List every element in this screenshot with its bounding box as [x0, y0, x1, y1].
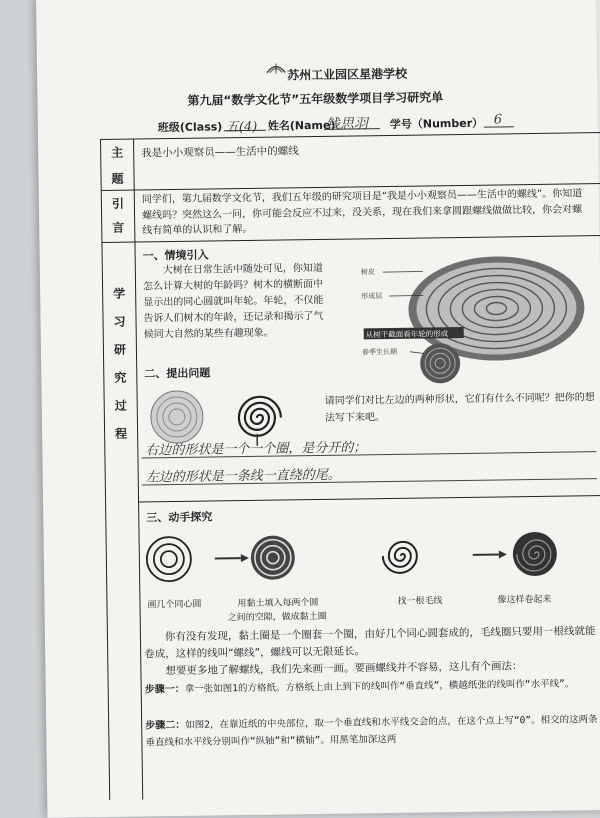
worksheet-page: [36, 0, 600, 818]
tree-banner-text: 从树干截面看年轮的形成: [366, 328, 449, 339]
caption-roll: 像这样卷起来: [497, 592, 551, 606]
section-3-title: 三、动手探究: [146, 508, 212, 525]
worksheet-table: [100, 132, 600, 800]
caption-yarn: 找一根毛线: [397, 593, 442, 607]
number-value: 6: [494, 112, 502, 127]
class-label: 班级(Class): [158, 118, 223, 135]
intro-label: 引 言: [106, 192, 131, 240]
paragraph-2: 想要更多地了解螺线，我们先来画一画。要画螺线并不容易，这儿有个画法：: [144, 657, 600, 680]
step-2: 步骤二：如图2，在靠近纸的中央部位，取一个垂直线和水平线交会的点，在这个点上写“0”。相交的这两条垂直线和水平线分别叫作“纵轴”和“横轴”。用黑笔加深这两: [145, 711, 600, 751]
exploration-steps-images: [142, 523, 600, 591]
svg-text:形成层: 形成层: [361, 291, 382, 300]
caption-concentric: 画几个同心圆: [147, 597, 201, 611]
tree-ring-illustration: [351, 251, 593, 386]
worksheet-title: 第九届“数学文化节”五年级数学项目学习研究单: [187, 88, 443, 109]
section-1-text: 大树在日常生活中随处可见，你知道怎么计算大树的年龄吗？树木的横断面中显示出的同心圆就叫年轮。年轮，不仅能告诉人们树木的年龄，还记录和揭示了气候同大自然的某些有趣现象。: [143, 261, 324, 344]
svg-text:春季生长期: 春季生长期: [362, 347, 397, 356]
name-value: 钱思羽: [326, 113, 368, 134]
school-name: 苏州工业园区星港学校: [287, 65, 407, 84]
answer-line-2: 左边的形状是一条线一直绕的尾。: [146, 464, 341, 486]
caption-clay-a: 用黏土填入每两个圆: [237, 595, 318, 609]
section-1-title: 一、情境引入: [143, 247, 209, 264]
section-2-question: 请同学们对比左边的两种形状，它们有什么不同呢？把你的想法写下来吧。: [325, 389, 595, 427]
step-1: 步骤一：拿一张如图1的方格纸。方格纸上由上到下的线叫作“垂直线”，横越纸张的线叫作“水平线”。: [145, 675, 600, 698]
theme-text: 我是小小观察员——生活中的螺线: [141, 143, 299, 161]
caption-clay-b: 之间的空隙，做成黏土圈: [228, 609, 327, 623]
svg-text:树皮: 树皮: [361, 267, 375, 276]
theme-label: 主 题: [105, 140, 130, 192]
number-label: 学号（Number）: [390, 115, 483, 132]
school-logo-icon: [265, 60, 287, 74]
name-label: 姓名(Name): [268, 117, 336, 134]
class-value: 五(4): [226, 116, 258, 135]
answer-line-1: 右边的形状是一个一个圈，是分开的；: [145, 436, 366, 458]
process-label: 学 习 研 究 过 程: [107, 280, 133, 448]
section-2-title: 二、提出问题: [144, 365, 210, 382]
paragraph-1: 你有没有发现，黏土圈是一个圈套一个圈，由好几个同心圆套成的，毛线圈只要用一根线就能卷成，这样的线叫“螺线”，螺线可以无限延长。: [144, 623, 600, 663]
intro-text: 同学们，第九届数学文化节，我们五年级的研究项目是“我是小小观察员——生活中的螺线”。你知道螺线吗？突然这么一问，你可能会反应不过来，没关系，现在我们来拿圆跟螺线做做比较，你会对螺线有简单的认识和了解。: [142, 186, 591, 239]
